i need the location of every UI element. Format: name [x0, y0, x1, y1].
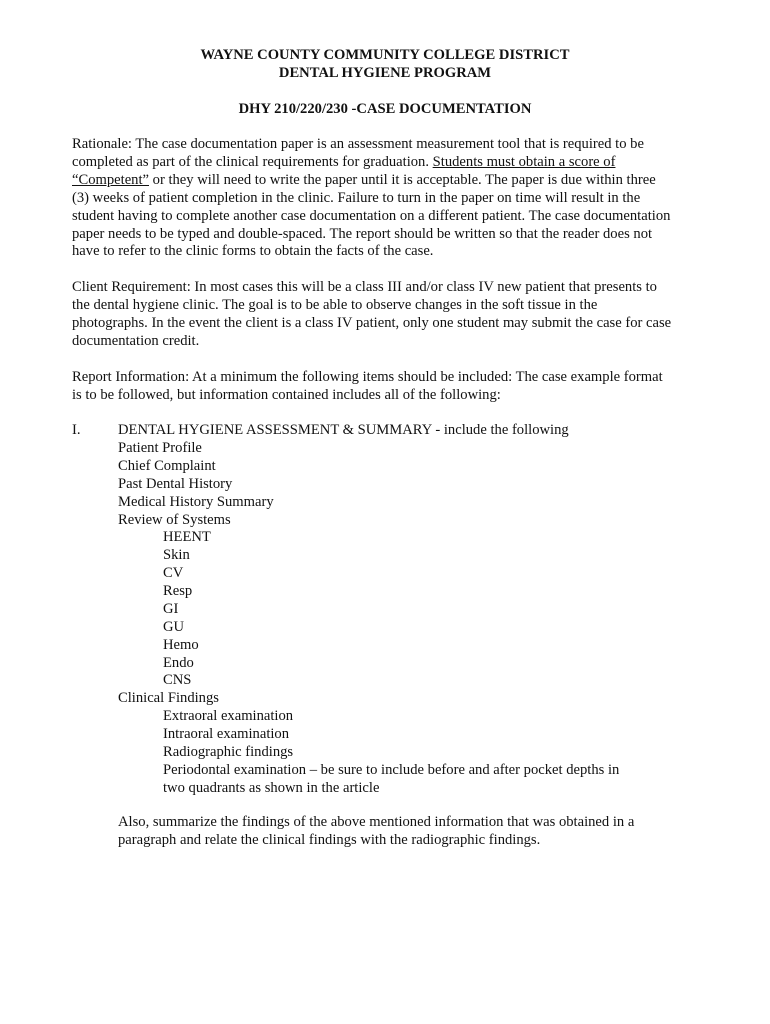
rationale-paragraph — [72, 136, 712, 261]
rationale-underlined-text: “Competent” — [72, 171, 149, 188]
institution-title: WAYNE COUNTY COMMUNITY COLLEGE DISTRICT — [200, 47, 570, 63]
rationale-text: or they will need to write the paper until it is acceptable. The paper is due within three — [149, 171, 656, 188]
rationale-line: have to refer to the clinic forms to obtain the facts of the case. — [72, 243, 434, 260]
system-item: Resp — [163, 583, 193, 599]
system-item: HEENT — [163, 529, 211, 545]
document-title: DHY 210/220/230 -CASE DOCUMENTATION — [238, 101, 532, 117]
system-item: Endo — [163, 655, 194, 671]
rationale-line: paper needs to be typed and double-spaced. The report should be written so that the reader does not — [72, 225, 653, 242]
finding-item: Intraoral examination — [163, 726, 290, 742]
outline-item-review-of-systems: Review of Systems — [118, 512, 231, 528]
section-heading — [72, 422, 712, 440]
summary-instruction-paragraph — [118, 814, 634, 850]
system-item: CV — [163, 565, 184, 581]
rationale-line: (3) weeks of patient completion in the clinic. Failure to turn in the paper on time will result in the — [72, 189, 641, 206]
client-line: documentation credit. — [72, 332, 200, 349]
program-title: DENTAL HYGIENE PROGRAM — [278, 65, 492, 81]
section-number: I. — [72, 422, 81, 438]
rationale-underlined-text: Students must obtain a score of — [432, 153, 616, 170]
system-item: GU — [163, 619, 185, 635]
outline-item-past-dental-history: Past Dental History — [118, 476, 233, 492]
finding-item: Periodontal examination – be sure to include before and after pocket depths in — [163, 762, 620, 778]
finding-item: two quadrants as shown in the article — [163, 780, 380, 796]
summary-line: Also, summarize the findings of the above mentioned information that was obtained in a — [118, 814, 635, 830]
report-information-paragraph — [72, 369, 712, 405]
client-line: photographs. In the event the client is a class IV patient, only one student may submit the case for case — [72, 314, 672, 331]
report-line: is to be followed, but information contained includes all of the following: — [72, 386, 501, 403]
report-line: Report Information: At a minimum the following items should be included: The case example format — [72, 369, 663, 385]
outline-item-medical-history-summary: Medical History Summary — [118, 494, 274, 510]
system-item: Skin — [163, 547, 190, 563]
finding-item: Radiographic findings — [163, 744, 294, 760]
section-title: DENTAL HYGIENE ASSESSMENT & SUMMARY - include the following — [118, 422, 569, 438]
system-item: Hemo — [163, 637, 199, 653]
outline-item-chief-complaint: Chief Complaint — [118, 458, 216, 474]
rationale-line: student having to complete another case documentation on a different patient. The case documentation — [72, 207, 671, 224]
system-item: GI — [163, 601, 179, 617]
client-line: Client Requirement: In most cases this will be a class III and/or class IV new patient that presents to — [72, 279, 657, 295]
summary-line: paragraph and relate the clinical findings with the radiographic findings. — [118, 831, 541, 848]
rationale-line — [72, 154, 712, 172]
finding-item: Extraoral examination — [163, 708, 294, 724]
rationale-line — [72, 172, 712, 190]
outline-item-patient-profile: Patient Profile — [118, 440, 202, 456]
rationale-text: completed as part of the clinical requirements for graduation. — [72, 153, 433, 170]
outline-item-clinical-findings: Clinical Findings — [118, 690, 219, 706]
system-item: CNS — [163, 672, 192, 688]
rationale-line: Rationale: The case documentation paper is an assessment measurement tool that is required to be — [72, 136, 644, 152]
client-requirement-paragraph — [72, 279, 712, 351]
client-line: the dental hygiene clinic. The goal is to be able to observe changes in the soft tissue in the — [72, 296, 598, 313]
